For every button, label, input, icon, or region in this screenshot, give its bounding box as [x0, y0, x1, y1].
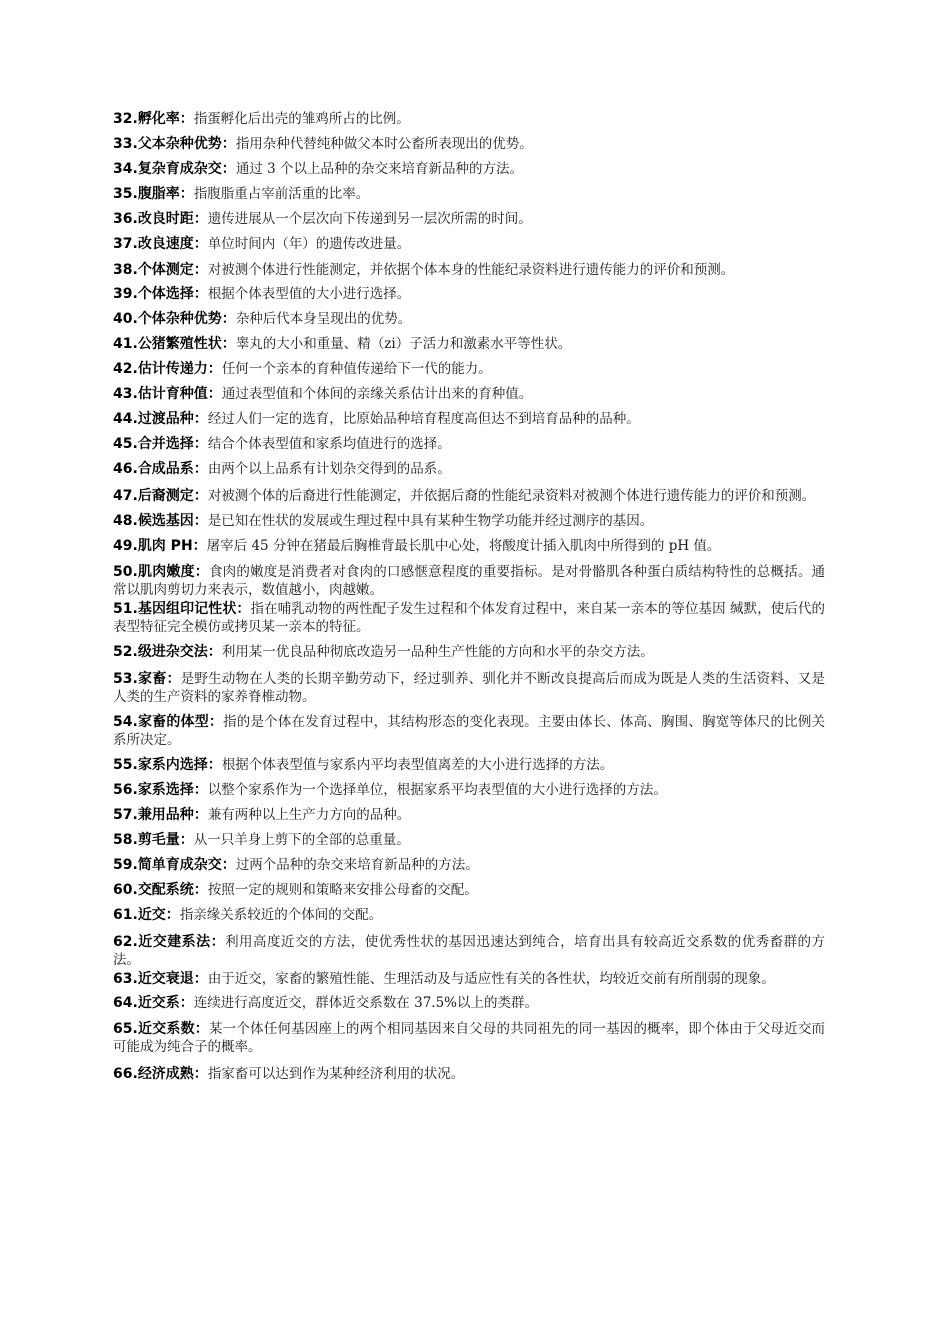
entry-definition: 利用高度近交的方法，使优秀性状的基因迅速达到纯合，培育出具有较高近交系数的优秀畜群的方法。	[113, 934, 826, 968]
entry-term-label: 近交系：	[137, 995, 194, 1011]
entry-number: 51.	[113, 601, 138, 617]
entry-term-label: 肌肉嫩度：	[137, 564, 209, 580]
entry-term	[113, 361, 222, 377]
entry-definition: 以整个家系作为一个选择单位，根据家系平均表型值的大小进行选择的方法。	[207, 782, 667, 798]
entry-number: 55.	[113, 757, 138, 773]
glossary-entry	[113, 235, 825, 253]
entry-term	[113, 782, 208, 798]
entry-term	[113, 513, 208, 529]
entry-definition: 过两个品种的杂交来培育新品种的方法。	[235, 857, 479, 873]
entry-term-label: 家系内选择：	[137, 757, 222, 773]
glossary-entry	[113, 1065, 825, 1083]
glossary-entry	[113, 410, 825, 428]
entry-definition: 是已知在性状的发展或生理过程中具有某种生物学功能并经过测序的基因。	[207, 513, 654, 529]
entry-number: 43.	[113, 386, 138, 402]
entry-term-label: 级进杂交法：	[137, 644, 222, 660]
entry-term-label: 近交系数：	[137, 1021, 209, 1037]
entry-definition: 指用杂种代替纯种做父本时公畜所表现出的优势。	[235, 136, 533, 152]
entry-term	[113, 601, 251, 617]
entry-term-label: 家畜的体型：	[137, 714, 224, 730]
entry-number: 52.	[113, 644, 138, 660]
entry-term	[113, 564, 209, 580]
entry-term-label: 后裔测定：	[137, 488, 208, 504]
entry-number: 53.	[113, 671, 138, 687]
glossary-entry	[113, 994, 825, 1012]
entry-definition: 通过表型值和个体间的亲缘关系估计出来的育种值。	[221, 386, 533, 402]
entry-term	[113, 136, 236, 152]
entry-term-label: 近交：	[137, 907, 180, 923]
entry-term	[113, 832, 194, 848]
entry-definition: 指腹脂重占宰前活重的比率。	[193, 186, 370, 202]
entry-number: 48.	[113, 513, 138, 529]
entry-definition: 经过人们一定的选育，比原始品种培育程度高但达不到培育品种的品种。	[207, 411, 640, 427]
glossary-entry	[113, 537, 825, 555]
entry-term	[113, 971, 208, 987]
glossary-entry	[113, 881, 825, 899]
entry-definition: 指的是个体在发育过程中，其结构形态的变化表现。主要由体长、体高、胸围、胸宽等体尺的比例关系所决定。	[113, 714, 826, 748]
glossary-entry	[113, 285, 825, 303]
entry-definition: 食肉的嫩度是消费者对食肉的口感惬意程度的重要指标。是对骨骼肌各种蛋白质结构特性的总概括。通常以肌肉剪切力来表示，数值越小，肉越嫩。	[113, 564, 826, 598]
entry-term-label: 孵化率：	[137, 111, 194, 127]
glossary-entry	[113, 600, 825, 636]
entry-definition: 指蛋孵化后出壳的雏鸡所占的比例。	[193, 111, 410, 127]
glossary-entry	[113, 512, 825, 530]
entry-term-label: 个体测定：	[137, 262, 208, 278]
entry-term-label: 家畜：	[137, 671, 181, 687]
entry-definition: 利用某一优良品种彻底改造另一品种生产性能的方向和水平的杂交方法。	[221, 644, 654, 660]
glossary-entry	[113, 856, 825, 874]
glossary-list	[113, 103, 825, 1083]
entry-number: 45.	[113, 436, 138, 452]
entry-term	[113, 995, 194, 1011]
entry-definition: 从一只羊身上剪下的全部的总重量。	[193, 832, 410, 848]
entry-number: 37.	[113, 236, 138, 252]
entry-definition: 根据个体表型值与家系内平均表型值离差的大小进行选择的方法。	[221, 757, 614, 773]
entry-definition: 遗传进展从一个层次向下传递到另一层次所需的时间。	[207, 211, 532, 227]
entry-number: 42.	[113, 361, 138, 377]
glossary-entry	[113, 670, 825, 706]
entry-number: 33.	[113, 136, 138, 152]
glossary-entry	[113, 756, 825, 774]
entry-number: 36.	[113, 211, 138, 227]
entry-term-label: 肌肉 PH：	[137, 538, 207, 554]
entry-number: 56.	[113, 782, 138, 798]
glossary-entry	[113, 185, 825, 203]
glossary-entry	[113, 135, 825, 153]
glossary-entry	[113, 261, 825, 279]
entry-definition: 睾丸的大小和重量、精（zi）子活力和激素水平等性状。	[235, 336, 572, 352]
glossary-entry	[113, 110, 825, 128]
entry-number: 66.	[113, 1066, 138, 1082]
entry-term-label: 估计传递力：	[137, 361, 222, 377]
entry-term-label: 个体选择：	[137, 286, 208, 302]
entry-term-label: 经济成熟：	[137, 1066, 208, 1082]
glossary-entry	[113, 360, 825, 378]
entry-definition: 由于近交，家畜的繁殖性能、生理活动及与适应性有关的各性状，均较近交前有所削弱的现象。	[207, 971, 775, 987]
entry-number: 57.	[113, 807, 138, 823]
entry-term-label: 候选基因：	[137, 513, 208, 529]
entry-definition: 杂种后代本身呈现出的优势。	[235, 311, 412, 327]
entry-number: 34.	[113, 161, 138, 177]
entry-definition: 是野生动物在人类的长期辛勤劳动下，经过驯养、驯化并不断改良提高后而成为既是人类的生活资料、又是人类的生产资料的家养脊椎动物。	[113, 671, 826, 705]
glossary-entry	[113, 806, 825, 824]
entry-term	[113, 807, 208, 823]
entry-definition: 单位时间内（年）的遗传改进量。	[207, 236, 411, 252]
entry-term-label: 近交建系法：	[137, 934, 226, 950]
entry-definition: 根据个体表型值的大小进行选择。	[207, 286, 411, 302]
entry-number: 62.	[113, 934, 138, 950]
entry-term-label: 改良速度：	[137, 236, 208, 252]
entry-term-label: 个体杂种优势：	[137, 311, 236, 327]
entry-term-label: 合成品系：	[137, 461, 208, 477]
entry-number: 39.	[113, 286, 138, 302]
entry-term-label: 估计育种值：	[137, 386, 222, 402]
entry-term	[113, 411, 208, 427]
glossary-entry	[113, 933, 825, 969]
glossary-entry	[113, 1020, 825, 1056]
entry-definition: 指在哺乳动物的两性配子发生过程和个体发育过程中，来自某一亲本的等位基因 缄默，使后代的表型特征完全模仿或拷贝某一亲本的特征。	[113, 601, 825, 635]
glossary-entry	[113, 487, 825, 505]
entry-number: 44.	[113, 411, 138, 427]
entry-term	[113, 286, 208, 302]
entry-term	[113, 436, 208, 452]
entry-term-label: 近交衰退：	[137, 971, 208, 987]
entry-term-label: 复杂育成杂交：	[137, 161, 236, 177]
entry-term-label: 简单育成杂交：	[137, 857, 236, 873]
entry-number: 64.	[113, 995, 138, 1011]
entry-term-label: 兼用品种：	[137, 807, 208, 823]
entry-number: 32.	[113, 111, 138, 127]
entry-term-label: 父本杂种优势：	[137, 136, 236, 152]
entry-term	[113, 757, 222, 773]
entry-term	[113, 488, 208, 504]
glossary-entry	[113, 643, 825, 661]
entry-term-label: 合并选择：	[137, 436, 208, 452]
entry-term	[113, 934, 225, 950]
entry-definition: 对被测个体进行性能测定，并依据个体本身的性能纪录资料进行遗传能力的评价和预测。	[207, 262, 735, 278]
entry-term	[113, 907, 180, 923]
entry-definition: 指家畜可以达到作为某种经济利用的状况。	[207, 1066, 465, 1082]
entry-term-label: 公猪繁殖性状：	[137, 336, 236, 352]
entry-term-label: 改良时距：	[137, 211, 208, 227]
entry-definition: 对被测个体的后裔进行性能测定，并依据后裔的性能纪录资料对被测个体进行遗传能力的评价和预测。	[207, 488, 816, 504]
glossary-entry	[113, 335, 825, 353]
entry-definition: 由两个以上品系有计划杂交得到的品系。	[207, 461, 451, 477]
entry-term-label: 基因组印记性状：	[137, 601, 251, 617]
entry-number: 47.	[113, 488, 138, 504]
entry-term	[113, 262, 208, 278]
entry-number: 49.	[113, 538, 138, 554]
entry-number: 46.	[113, 461, 138, 477]
entry-term	[113, 236, 208, 252]
glossary-entry	[113, 210, 825, 228]
entry-number: 40.	[113, 311, 138, 327]
entry-term	[113, 311, 236, 327]
glossary-entry	[113, 906, 825, 924]
entry-number: 35.	[113, 186, 138, 202]
entry-number: 65.	[113, 1021, 138, 1037]
entry-number: 58.	[113, 832, 138, 848]
glossary-entry	[113, 781, 825, 799]
entry-term	[113, 671, 181, 687]
glossary-entry	[113, 460, 825, 478]
entry-definition: 兼有两种以上生产力方向的品种。	[207, 807, 411, 823]
glossary-entry	[113, 713, 825, 749]
entry-term	[113, 644, 222, 660]
glossary-entry	[113, 563, 825, 599]
entry-term	[113, 714, 223, 730]
entry-term	[113, 857, 236, 873]
entry-number: 38.	[113, 262, 138, 278]
entry-number: 63.	[113, 971, 138, 987]
entry-term	[113, 538, 207, 554]
glossary-entry	[113, 970, 825, 988]
entry-term	[113, 1066, 208, 1082]
entry-term	[113, 111, 194, 127]
entry-definition: 任何一个亲本的育种值传递给下一代的能力。	[221, 361, 492, 377]
entry-number: 59.	[113, 857, 138, 873]
glossary-entry	[113, 160, 825, 178]
entry-term-label: 交配系统：	[137, 882, 208, 898]
entry-definition: 通过 3 个以上品种的杂交来培育新品种的方法。	[235, 161, 523, 177]
entry-term	[113, 461, 208, 477]
glossary-entry	[113, 831, 825, 849]
entry-definition: 连续进行高度近交，群体近交系数在 37.5%以上的类群。	[193, 995, 538, 1011]
entry-number: 41.	[113, 336, 138, 352]
entry-number: 61.	[113, 907, 138, 923]
entry-term	[113, 161, 236, 177]
entry-term-label: 家系选择：	[137, 782, 208, 798]
entry-number: 50.	[113, 564, 138, 580]
entry-term-label: 过渡品种：	[137, 411, 208, 427]
glossary-entry	[113, 310, 825, 328]
entry-definition: 指亲缘关系较近的个体间的交配。	[179, 907, 383, 923]
entry-definition: 结合个体表型值和家系均值进行的选择。	[207, 436, 451, 452]
entry-definition: 屠宰后 45 分钟在猪最后胸椎背最长肌中心处，将酸度计插入肌肉中所得到的 pH 值。	[206, 538, 721, 554]
entry-number: 54.	[113, 714, 138, 730]
entry-term	[113, 211, 208, 227]
glossary-entry	[113, 435, 825, 453]
entry-term-label: 剪毛量：	[137, 832, 194, 848]
glossary-entry	[113, 385, 825, 403]
entry-term	[113, 882, 208, 898]
entry-number: 60.	[113, 882, 138, 898]
entry-definition: 某一个体任何基因座上的两个相同基因来自父母的共同祖先的同一基因的概率，即个体由于父母近交而可能成为纯合子的概率。	[113, 1021, 826, 1055]
entry-term	[113, 1021, 209, 1037]
entry-term	[113, 336, 236, 352]
entry-term	[113, 386, 222, 402]
entry-term-label: 腹脂率：	[137, 186, 194, 202]
entry-term	[113, 186, 194, 202]
entry-definition: 按照一定的规则和策略来安排公母畜的交配。	[207, 882, 478, 898]
